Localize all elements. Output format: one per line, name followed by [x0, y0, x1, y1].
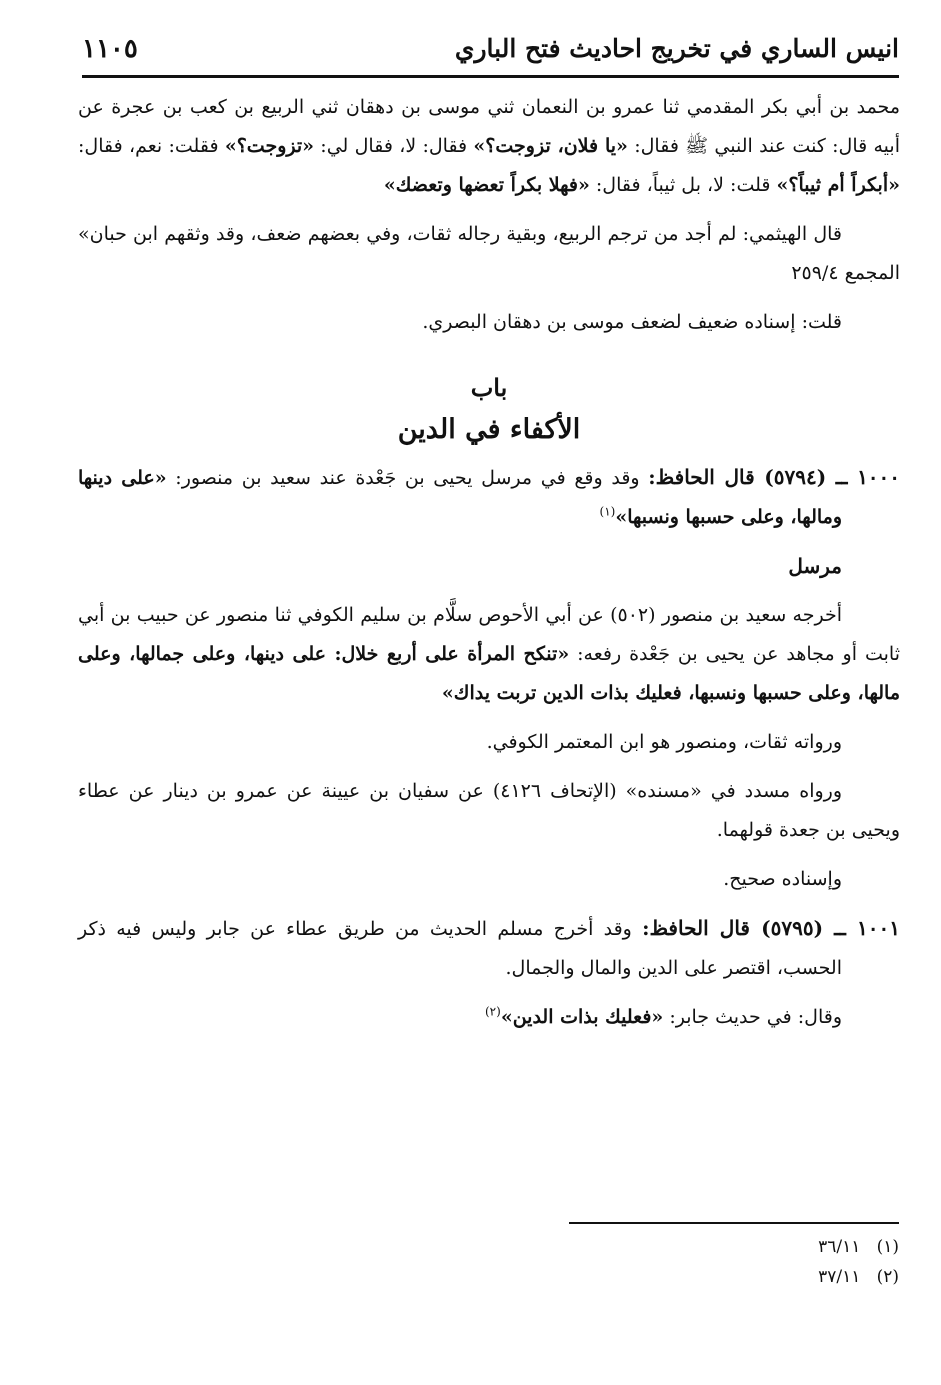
paragraph-jabir — [78, 998, 900, 1037]
text-run: وقد أخرج مسلم الحديث من طريق عطاء عن جابر وليس فيه ذكر الحسب، اقتصر على الدين والمال والجمال. — [78, 918, 842, 979]
running-title: انيس الساري في تخريج احاديث فتح الباري — [454, 34, 899, 63]
footnote-item — [569, 1232, 899, 1262]
text-run: محمد بن أبي بكر المقدمي ثنا عمرو بن النعمان ثني موسى بن دهقان ثني الربيع بن كعب بن عجرة عن أبيه قال: كنت عند النبي ﷺ فقال: — [78, 96, 900, 157]
hadith-entry-1001 — [78, 909, 900, 988]
hadith-quote: «يا فلان، تزوجت؟» — [473, 135, 628, 157]
hadith-quote: «أبكراً أم ثيباً؟» — [776, 174, 900, 196]
hadith-quote: «فهلا بكراً تعضها وتعضك» — [383, 174, 590, 196]
page-header — [82, 28, 899, 78]
paragraph-isnad-sahih: وإسناده صحيح. — [723, 868, 842, 890]
footnote-text: ٣٦/١١ — [818, 1237, 861, 1257]
footnote-text: ٣٧/١١ — [818, 1267, 861, 1287]
text-run: فقال: لا، فقال لي: — [314, 135, 474, 157]
entry-heading: ١٠٠٠ ــ (٥٧٩٤) قال الحافظ: — [648, 465, 901, 489]
paragraph-musaddad: ورواه مسدد في «مسنده» (الإتحاف ٤١٢٦) عن سفيان بن عيينة عن عمرو بن دينار عن عطاء ويحيى بن جعدة قولهما. — [78, 780, 900, 841]
paragraph-haythami: قال الهيثمي: لم أجد من ترجم الربيع، وبقية رجاله ثقات، وفي بعضهم ضعف، وقد وثقهم ابن حبان» المجمع ٢٥٩/٤ — [78, 223, 900, 284]
qultu-label: قلت: — [801, 311, 842, 333]
text-run: قلت: لا، بل ثيباً، فقال: — [589, 174, 777, 196]
entry-heading: ١٠٠١ ــ (٥٧٩٥) قال الحافظ: — [642, 916, 901, 940]
grade-label: مرسل — [788, 554, 842, 578]
paragraph-isnad — [78, 88, 900, 205]
footnote-rule — [569, 1222, 899, 1224]
page-body — [78, 88, 900, 1047]
header-rule — [82, 75, 899, 78]
hadith-quote: «تنكح المرأة على أربع خلال: على دينها، وعلى جمالها، وعلى مالها، وعلى حسبها ونسبها، فعليك بذات الدين تربت يداك» — [78, 643, 900, 704]
footnote-ref: (١) — [599, 504, 616, 519]
chapter-title: الأكفاء في الدين — [397, 414, 581, 445]
text-run: وقال: في حديث جابر: — [663, 1006, 842, 1028]
paragraph-ruwat: ورواته ثقات، ومنصور هو ابن المعتمر الكوفي. — [486, 731, 842, 753]
text-run: إسناده ضعيف لضعف موسى بن دهقان البصري. — [422, 311, 802, 333]
chapter-label: باب — [470, 373, 508, 402]
hadith-entry-1000 — [78, 458, 900, 537]
hadith-quote: «فعليك بذات الدين» — [500, 1006, 664, 1028]
footnote-item — [569, 1262, 899, 1292]
footnote-ref: (٢) — [484, 1004, 501, 1019]
paragraph-takhrij — [78, 596, 900, 713]
hadith-quote: «على دينها ومالها، وعلى حسبها ونسبها» — [78, 467, 842, 528]
text-run: فقلت: نعم، فقال: — [78, 135, 225, 157]
footnote-number: (٢) — [876, 1267, 899, 1287]
page-number: ١١٠٥ — [82, 34, 138, 64]
hadith-quote: «تزوجت؟» — [224, 135, 315, 157]
text-run: وقد وقع في مرسل يحيى بن جَعْدة عند سعيد بن منصور: — [166, 467, 649, 489]
footnotes — [569, 1232, 899, 1292]
paragraph-qultu — [78, 303, 900, 342]
text-run: أخرجه سعيد بن منصور (٥٠٢) عن أبي الأحوص سلَّام بن سليم الكوفي ثنا منصور عن حبيب بن أبي ثابت أو مجاهد عن يحيى بن جَعْدة رفعه: — [78, 604, 900, 665]
footnote-number: (١) — [876, 1237, 899, 1257]
